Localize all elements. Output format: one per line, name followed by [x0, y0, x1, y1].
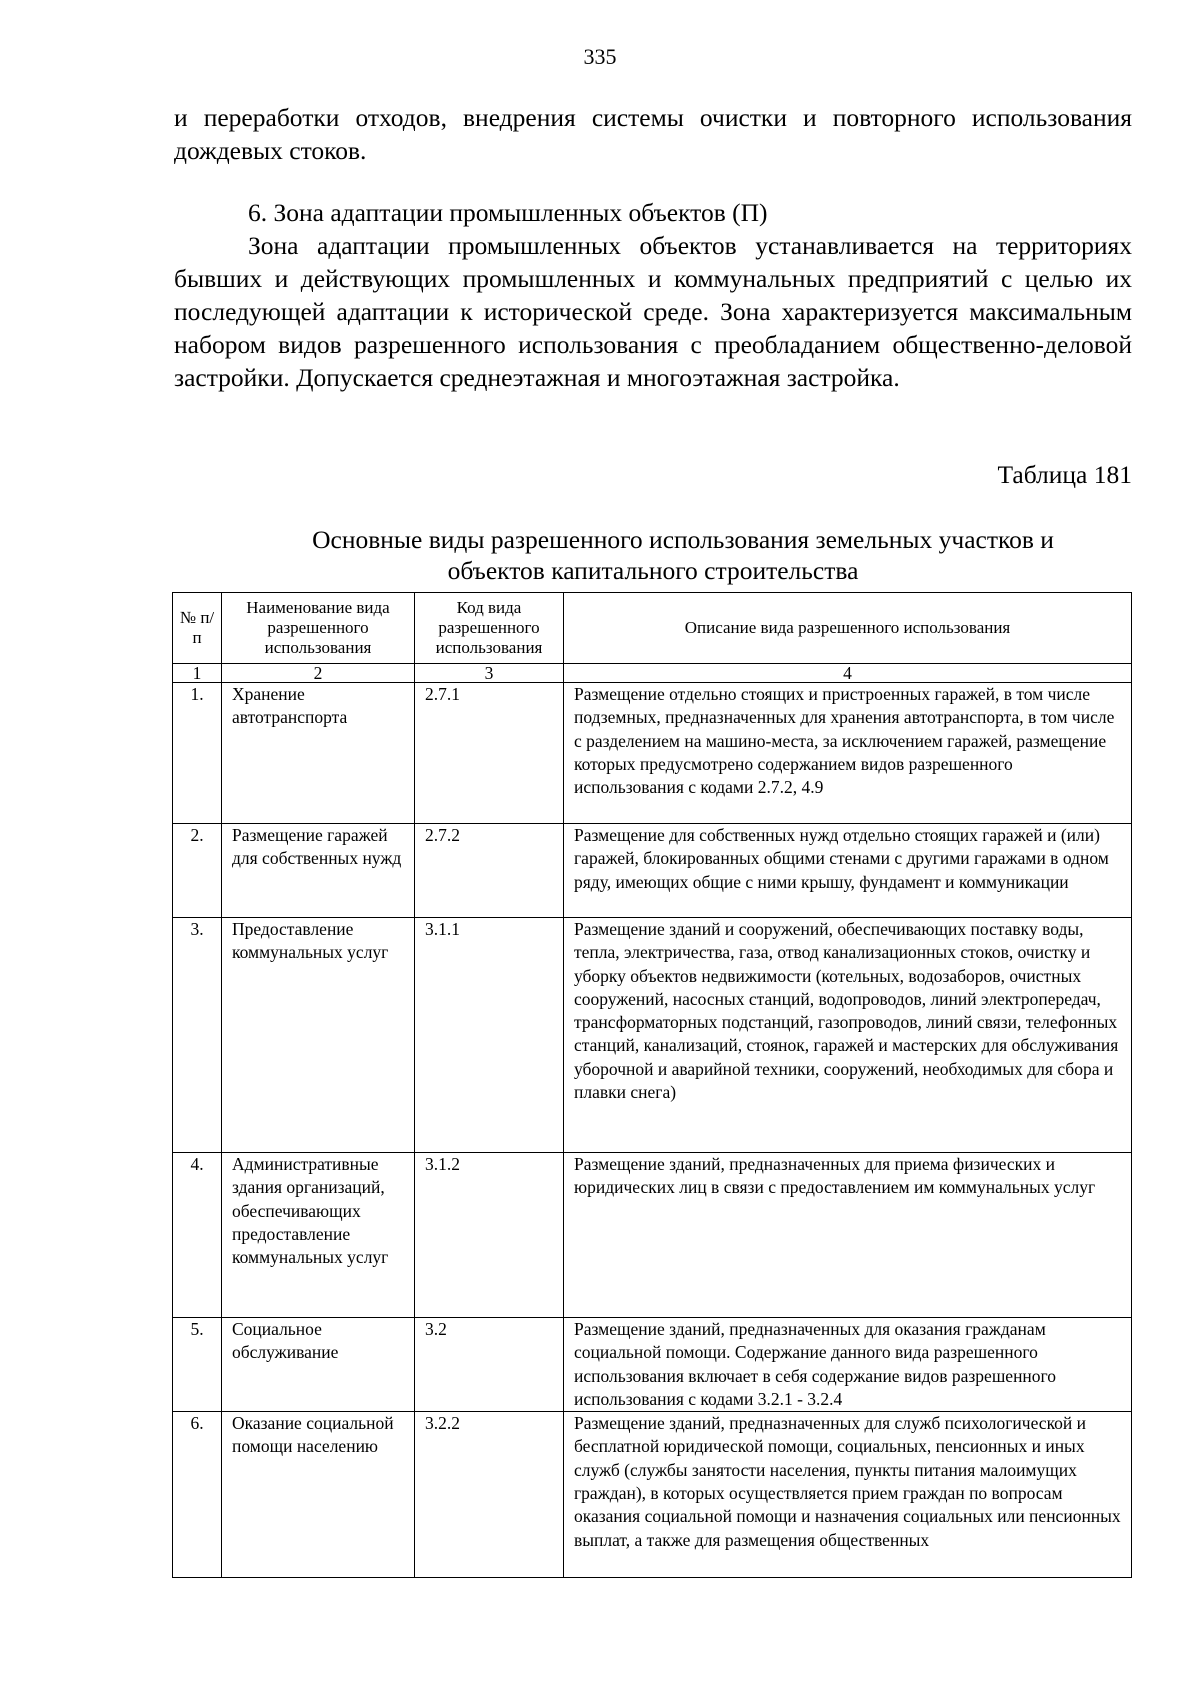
- land-use-table: [172, 592, 1132, 1578]
- row-description: Размещение для собственных нужд отдельно стоящих гаражей и (или) гаражей, блокированных общими стенами с другими гаражами в одном ряду, имеющих общие с ними крышу, фундамент и коммуникации: [564, 824, 1132, 918]
- table-caption: [174, 524, 1132, 586]
- table-row: [173, 918, 1132, 1153]
- table-label: Таблица 181: [997, 460, 1132, 489]
- row-num: 6.: [173, 1412, 222, 1578]
- row-num: 5.: [173, 1318, 222, 1412]
- header-num: № п/п: [173, 593, 222, 664]
- row-description: Размещение зданий, предназначенных для оказания гражданам социальной помощи. Содержание данного вида разрешенного использования включает в себя содержание видов разрешенного использования с кодами 3.2.1 - 3.2.4: [564, 1318, 1132, 1412]
- paragraph-continuation: и переработки отходов, внедрения системы очистки и повторного использования дождевых стоков.: [174, 103, 1132, 165]
- row-name: Оказание социальной помощи населению: [222, 1412, 415, 1578]
- table-caption-line-2: объектов капитального строительства: [447, 556, 859, 585]
- row-code: 3.1.1: [415, 918, 564, 1153]
- row-code: 2.7.2: [415, 824, 564, 918]
- table-row: [173, 1153, 1132, 1318]
- table-row: [173, 1412, 1132, 1578]
- row-name: Административные здания организаций, обеспечивающих предоставление коммунальных услуг: [222, 1153, 415, 1318]
- row-num: 4.: [173, 1153, 222, 1318]
- column-number-row: [173, 664, 1132, 683]
- section-heading: 6. Зона адаптации промышленных объектов (П): [248, 198, 768, 227]
- row-name: Социальное обслуживание: [222, 1318, 415, 1412]
- page-number: 335: [583, 44, 617, 69]
- row-description: Размещение зданий, предназначенных для служб психологической и бесплатной юридической помощи, социальных, пенсионных и иных служб (службы занятости населения, пункты питания малоимущих граждан), в которых осуществляется прием граждан по вопросам оказания социальной помощи и назначения социальных или пенсионных выплат, а также для размещения общественных: [564, 1412, 1132, 1578]
- table-header-row: [173, 593, 1132, 664]
- header-description: Описание вида разрешенного использования: [564, 593, 1132, 664]
- table-row: [173, 1318, 1132, 1412]
- header-name: Наименование вида разрешенного использования: [222, 593, 415, 664]
- row-code: 3.2.2: [415, 1412, 564, 1578]
- column-number: 3: [415, 664, 564, 683]
- row-name: Хранение автотранспорта: [222, 683, 415, 824]
- column-number: 1: [173, 664, 222, 683]
- row-code: 3.1.2: [415, 1153, 564, 1318]
- section-paragraph: Зона адаптации промышленных объектов устанавливается на территориях бывших и действующих промышленных и коммунальных предприятий с целью их последующей адаптации к исторической среде. Зона характеризуется максимальным набором видов разрешенного использования с преобладанием общественно-деловой застройки. Допускается среднеэтажная и многоэтажная застройка.: [174, 231, 1132, 392]
- row-code: 3.2: [415, 1318, 564, 1412]
- header-code: Код вида разрешенного использования: [415, 593, 564, 664]
- column-number: 2: [222, 664, 415, 683]
- row-name: Размещение гаражей для собственных нужд: [222, 824, 415, 918]
- table-row: [173, 683, 1132, 824]
- zone-section: [174, 196, 1132, 394]
- column-number: 4: [564, 664, 1132, 683]
- row-description: Размещение отдельно стоящих и пристроенных гаражей, в том числе подземных, предназначенных для хранения автотранспорта, в том числе с разделением на машино-места, за исключением гаражей, размещение которых предусмотрено содержанием видов разрешенного использования с кодами 2.7.2, 4.9: [564, 683, 1132, 824]
- row-description: Размещение зданий, предназначенных для приема физических и юридических лиц в связи с предоставлением им коммунальных услуг: [564, 1153, 1132, 1318]
- row-name: Предоставление коммунальных услуг: [222, 918, 415, 1153]
- table-caption-line-1: Основные виды разрешенного использования земельных участков и: [312, 525, 1054, 554]
- row-num: 2.: [173, 824, 222, 918]
- table-row: [173, 824, 1132, 918]
- row-num: 3.: [173, 918, 222, 1153]
- row-num: 1.: [173, 683, 222, 824]
- row-description: Размещение зданий и сооружений, обеспечивающих поставку воды, тепла, электричества, газа, отвод канализационных стоков, очистку и уборку объектов недвижимости (котельных, водозаборов, очистных сооружений, насосных станций, водопроводов, линий электропередач, трансформаторных подстанций, газопроводов, линий связи, телефонных станций, канализаций, стоянок, гаражей и мастерских для обслуживания уборочной и аварийной техники, сооружений, необходимых для сбора и плавки снега): [564, 918, 1132, 1153]
- row-code: 2.7.1: [415, 683, 564, 824]
